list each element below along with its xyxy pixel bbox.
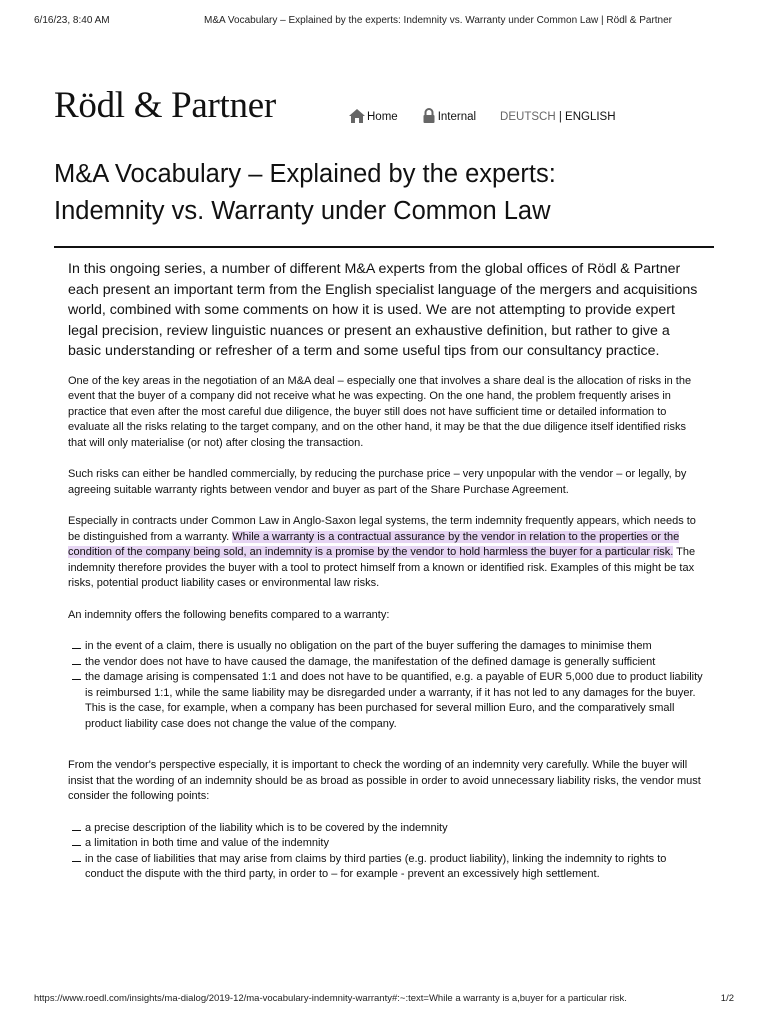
- article-body: [68, 259, 704, 901]
- vendor-points-list: [68, 821, 704, 883]
- list-item: the vendor does not have to have caused the damage, the manifestation of the defined damage is generally sufficient: [68, 655, 704, 671]
- paragraph-3-start: Especially in contracts under Common Law in Anglo-Saxon legal systems, the term indemnity frequently appears, which needs to be distinguished from a warranty.: [68, 515, 696, 543]
- title-divider: [54, 246, 714, 248]
- list-item: the damage arising is compensated 1:1 and does not have to be quantified, e.g. a payable of EUR 5,000 due to product liability is reimbursed 1:1, while the same liability may be disregarded under a warranty, if it has not led to any damages for the buyer. This is the case, for example, when a company has been purchased for several million Euro, and the comparatively small product liability case does not change the value of the company.: [68, 670, 704, 732]
- paragraph-1: One of the key areas in the negotiation of an M&A deal – especially one that involves a share deal is the allocation of risks in the event that the buyer of a company did not receive what he was expecting. On the one hand, the problem frequently arises in practice that even after the most careful due diligence, the buyer still does not have sufficient time or detailed information to evaluate all the risks relating to the target company, and on the other hand, it may be that the due diligence itself identified risks that will only materialise (or not) after closing the transaction.: [68, 374, 692, 449]
- list-item: a precise description of the liability which is to be covered by the indemnity: [68, 821, 704, 837]
- list-item: in the case of liabilities that may arise from claims by third parties (e.g. product liability), linking the indemnity to rights to conduct the dispute with the third party, in order to – for example - prevent an excessively high settlement.: [68, 852, 704, 883]
- list-item: a limitation in both time and value of the indemnity: [68, 836, 704, 852]
- print-datetime: 6/16/23, 8:40 AM: [34, 15, 110, 26]
- highlighted-text: While a warranty is a contractual assurance by the vendor in relation to the properties or the condition of the company being sold, an indemnity is a promise by the vendor to hold harmless the buyer for a particular risk.: [68, 530, 680, 558]
- benefits-list: [68, 639, 704, 732]
- nav-internal-label: Internal: [437, 111, 477, 123]
- nav-internal-link[interactable]: [422, 108, 476, 126]
- lang-deutsch-link[interactable]: DEUTSCH: [500, 111, 556, 123]
- paragraph-3-end: The indemnity therefore provides the buyer with a tool to protect himself from a known or identified risk. Examples of this might be tax risks, potential product liability cases or environmental law risks.: [68, 546, 696, 589]
- top-nav: [349, 108, 616, 126]
- article-title: [54, 156, 734, 230]
- lang-separator: |: [555, 111, 566, 123]
- language-switcher: [500, 111, 615, 123]
- site-header: [54, 84, 734, 134]
- paragraph-5: From the vendor's perspective especially, it is important to check the wording of an indemnity very carefully. While the buyer will insist that the wording of an indemnity should be as broad as possible in order to avoid unnecessary liability risks, the vendor must consider the following points:: [68, 759, 701, 802]
- paragraph-3: [68, 514, 704, 592]
- list-item: in the event of a claim, there is usually no obligation on the part of the buyer suffering the damages to minimise them: [68, 639, 704, 655]
- nav-home-label: Home: [367, 111, 398, 123]
- paragraph-2: Such risks can either be handled commercially, by reducing the purchase price – very unpopular with the vendor – or legally, by agreeing suitable warranty rights between vendor and buyer as part of the Share Purchase Agreement.: [68, 468, 687, 496]
- lang-english-link[interactable]: ENGLISH: [565, 111, 616, 123]
- paragraph-4: An indemnity offers the following benefits compared to a warranty:: [68, 608, 390, 621]
- title-line-1: M&A Vocabulary – Explained by the experts:: [54, 160, 556, 188]
- home-icon: [349, 109, 367, 126]
- nav-home-link[interactable]: [349, 109, 398, 126]
- intro-paragraph: In this ongoing series, a number of different M&A experts from the global offices of Rödl & Partner each present an important term from the English specialist language of the mergers and acquisitions world, combined with some comments on how it is used. We are not attempting to provide expert legal precision, review linguistic nuances or present an exhaustive definition, but rather to give a basic understanding or refresher of a term and some useful tips from our consultancy practice.: [68, 261, 698, 359]
- spacer: [68, 750, 704, 758]
- print-url: https://www.roedl.com/insights/ma-dialog/2019-12/ma-vocabulary-indemnity-warranty#:~:text=While a warranty is a,buyer for a particular risk.: [34, 993, 627, 1004]
- brand-logo[interactable]: Rödl & Partner: [54, 85, 276, 126]
- title-line-2: Indemnity vs. Warranty under Common Law: [54, 197, 551, 225]
- print-page-number: 1/2: [720, 993, 734, 1004]
- print-page-title: M&A Vocabulary – Explained by the experts: Indemnity vs. Warranty under Common Law | Rödl & Partner: [204, 15, 673, 26]
- lock-icon: [422, 108, 438, 126]
